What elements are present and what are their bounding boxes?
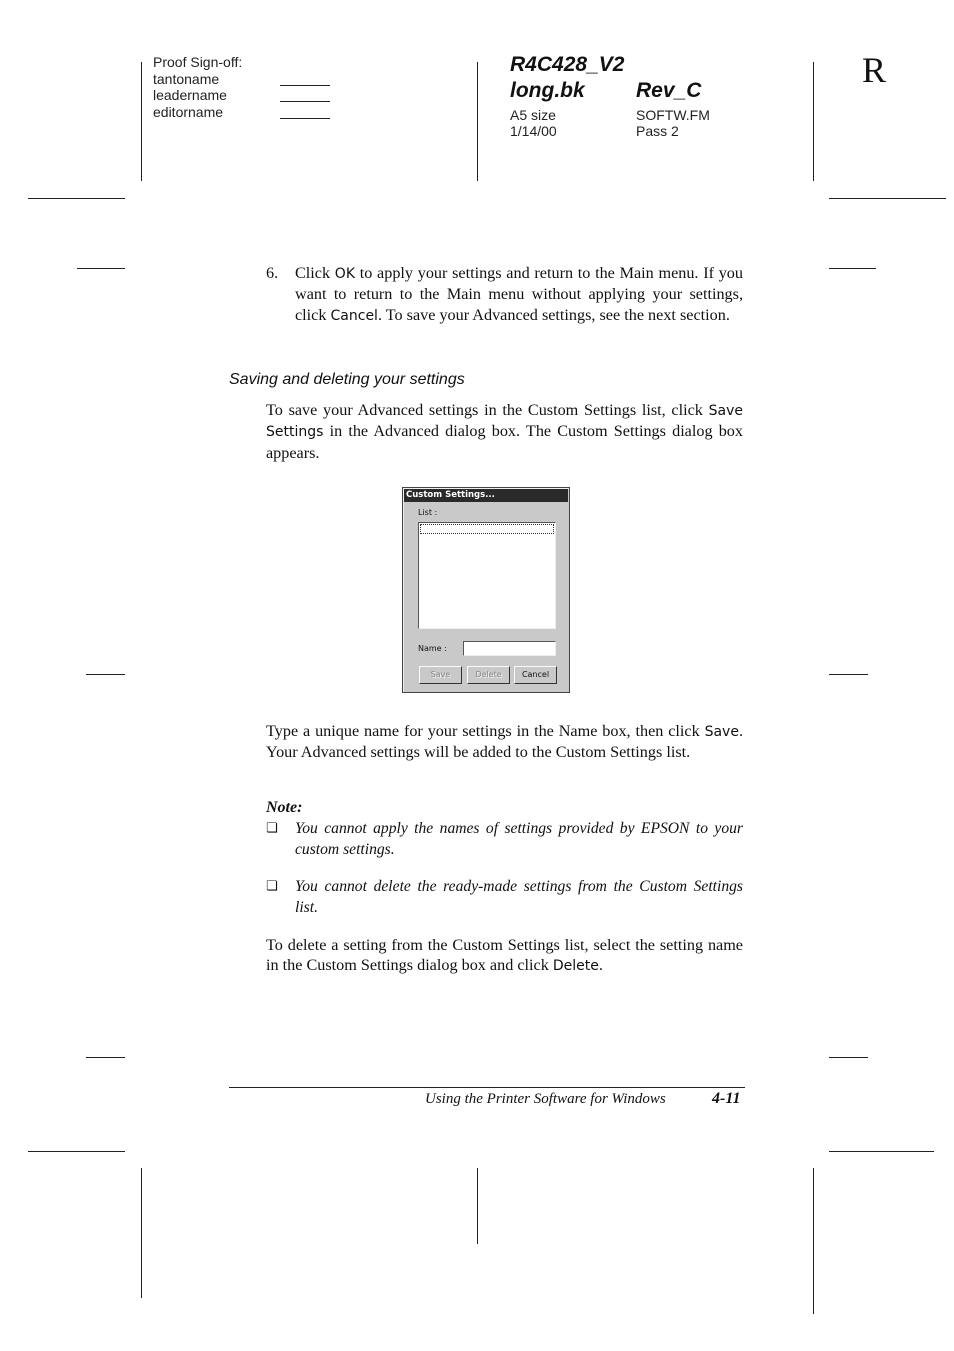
revision: Rev_C [636, 79, 702, 102]
paragraph-text: . Your Advanced settings will be added to the Custom Settings list. [266, 722, 743, 762]
signoff-editorname: editorname [153, 104, 224, 120]
dialog-title: Custom Settings... [404, 489, 568, 502]
paragraph-text: in the Advanced dialog box. The Custom Settings dialog box appears. [266, 422, 743, 462]
step-6-text [295, 263, 743, 326]
crop-mark [86, 1057, 125, 1058]
name-input[interactable] [463, 641, 556, 656]
signoff-tantoname: tantoname [153, 71, 220, 87]
crop-mark [829, 1151, 934, 1152]
cancel-button[interactable]: Cancel [514, 666, 557, 684]
list-label: List : [418, 508, 438, 517]
pass-number: Pass 2 [636, 123, 679, 139]
crop-mark [86, 674, 125, 675]
crop-mark [813, 1168, 814, 1314]
name-label: Name : [418, 644, 447, 653]
file-name: SOFTW.FM [636, 107, 710, 123]
crop-mark [829, 674, 868, 675]
cancel-term: Cancel [330, 307, 378, 324]
signoff-line [280, 101, 330, 102]
crop-mark [77, 268, 125, 269]
signoff-line [280, 118, 330, 119]
save-button[interactable]: Save [419, 666, 462, 684]
bullet-box-icon: ❏ [266, 879, 278, 894]
doc-date: 1/14/00 [510, 123, 557, 139]
crop-mark [141, 1168, 142, 1298]
delete-term: Delete [552, 958, 599, 975]
name-paragraph [266, 721, 743, 763]
crop-mark [28, 1151, 125, 1152]
step-6-text-part: Click [295, 264, 335, 282]
paragraph-text: To delete a setting from the Custom Settings list, select the setting name in the Custom Settings dialog box and click [266, 936, 743, 975]
signoff-line [280, 85, 330, 86]
proof-signoff-label: Proof Sign-off: [153, 54, 243, 70]
intro-paragraph [266, 400, 743, 463]
step-6-text-part: . To save your Advanced settings, see the next section. [377, 305, 730, 324]
settings-list[interactable] [418, 522, 556, 629]
ok-term: OK [334, 266, 355, 282]
delete-paragraph [266, 935, 743, 977]
signoff-leadername: leadername [153, 87, 227, 103]
footer-rule [229, 1087, 745, 1088]
list-focus-row [420, 524, 554, 534]
step-6-text-part: to apply your settings and return to the Main menu. If you want to return to the Main menu without applying your settings, click [295, 264, 743, 324]
paragraph-text: Type a unique name for your settings in the Name box, then click [266, 722, 705, 740]
note-item: You cannot apply the names of settings provided by EPSON to your custom settings. [295, 820, 743, 858]
crop-mark [141, 62, 142, 181]
delete-button[interactable]: Delete [467, 666, 510, 684]
crop-mark [477, 1168, 478, 1244]
corner-mark: R [862, 50, 887, 90]
step-number: 6. [266, 264, 279, 282]
note-label: Note: [266, 799, 303, 816]
crop-mark [477, 62, 478, 181]
crop-mark [28, 198, 125, 199]
bullet-box-icon: ❏ [266, 821, 278, 836]
section-heading: Saving and deleting your settings [229, 371, 465, 388]
save-term: Save [704, 724, 739, 740]
crop-mark [829, 198, 946, 199]
crop-mark [813, 62, 814, 181]
footer-chapter: Using the Printer Software for Windows [425, 1091, 666, 1107]
doc-id: R4C428_V2 [510, 53, 625, 76]
page-size: A5 size [510, 107, 556, 123]
note-item: You cannot delete the ready-made settings from the Custom Settings list. [295, 878, 743, 916]
book-name: long.bk [510, 79, 585, 102]
paragraph-text: . [598, 956, 603, 975]
paragraph-text: To save your Advanced settings in the Custom Settings list, click [266, 401, 709, 419]
page-number: 4-11 [712, 1090, 741, 1107]
crop-mark [829, 268, 876, 269]
crop-mark [829, 1057, 868, 1058]
save-settings-term: Save Settings [266, 403, 743, 441]
custom-settings-dialog [402, 487, 570, 693]
